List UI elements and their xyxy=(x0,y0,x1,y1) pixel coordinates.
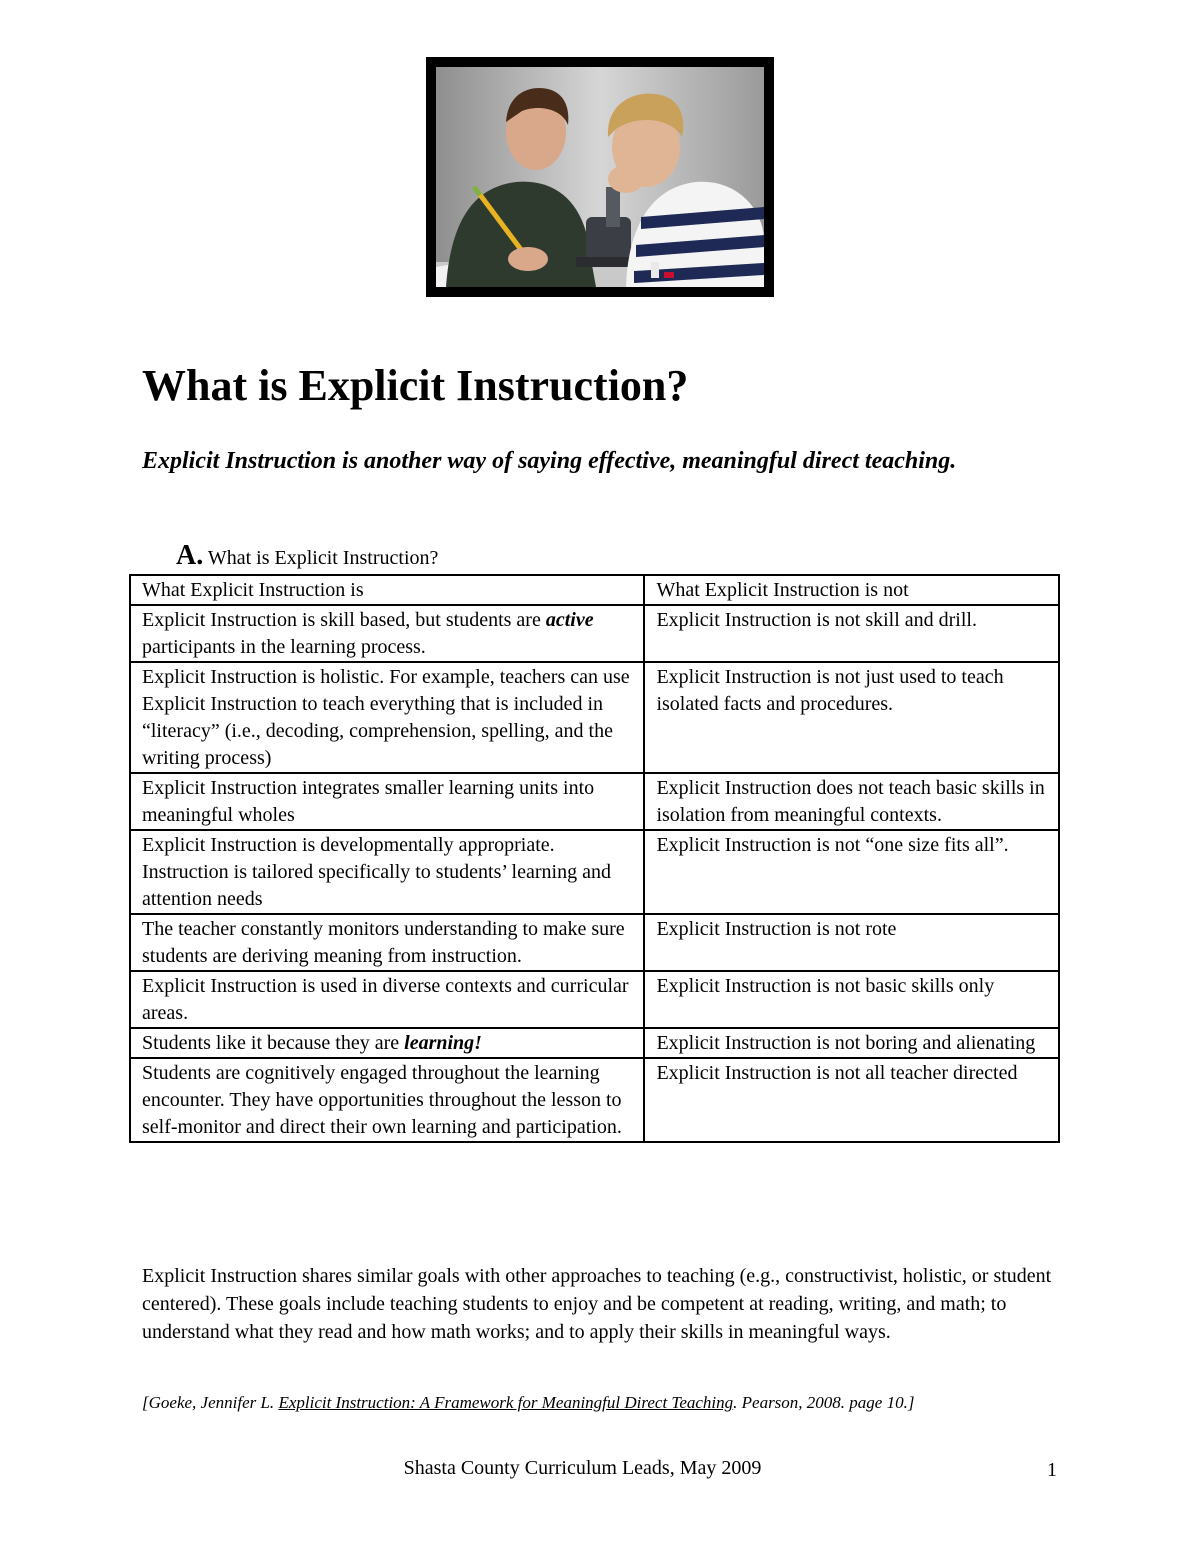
cell-is-emphasis: active xyxy=(545,609,594,631)
section-heading xyxy=(176,542,438,572)
cell-is-not: Explicit Instruction is not “one size fits all”. xyxy=(644,830,1059,914)
cell-is-not: Explicit Instruction is not just used to teach isolated facts and procedures. xyxy=(644,662,1059,773)
column-header-is: What Explicit Instruction is xyxy=(130,575,644,605)
cell-is xyxy=(130,662,644,773)
citation-prefix: [Goeke, Jennifer L. xyxy=(142,1393,279,1412)
cell-is xyxy=(130,971,644,1028)
table-row xyxy=(130,1028,1059,1058)
table-row xyxy=(130,662,1059,773)
cell-is-text: Students are cognitively engaged throughout the learning encounter. They have opportunities throughout the lesson to self-monitor and direct their own learning and participation. xyxy=(142,1062,622,1138)
table-row xyxy=(130,773,1059,830)
page-number: 1 xyxy=(1047,1459,1057,1481)
cell-is-not: Explicit Instruction is not skill and drill. xyxy=(644,605,1059,662)
section-heading-text: What is Explicit Instruction? xyxy=(203,547,439,569)
section-letter: A. xyxy=(176,540,204,571)
table-header-row xyxy=(130,575,1059,605)
comparison-table xyxy=(129,574,1060,1143)
students-microscope-photo xyxy=(436,67,764,287)
table-row xyxy=(130,914,1059,971)
cell-is-text: Explicit Instruction integrates smaller learning units into meaningful wholes xyxy=(142,777,595,826)
cell-is-not: Explicit Instruction is not basic skills only xyxy=(644,971,1059,1028)
header-photo xyxy=(426,57,774,297)
cell-is-not: Explicit Instruction is not all teacher directed xyxy=(644,1058,1059,1142)
closing-paragraph: Explicit Instruction shares similar goals with other approaches to teaching (e.g., constructivist, holistic, or student centered). These goals include teaching students to enjoy and be competent at reading, writing, and math; to understand what they read and how math works; and to apply their skills in meaningful ways. xyxy=(142,1265,1052,1343)
cell-is-text: Explicit Instruction is developmentally appropriate. Instruction is tailored specifically to students’ learning and attention needs xyxy=(142,834,611,910)
page-subtitle: Explicit Instruction is another way of saying effective, meaningful direct teaching. xyxy=(142,448,957,474)
cell-is xyxy=(130,914,644,971)
cell-is xyxy=(130,830,644,914)
cell-is-not: Explicit Instruction is not boring and alienating xyxy=(644,1028,1059,1058)
table-row xyxy=(130,971,1059,1028)
footer-text: Shasta County Curriculum Leads, May 2009 xyxy=(403,1457,762,1479)
cell-is-emphasis: learning! xyxy=(404,1032,482,1054)
table-row xyxy=(130,605,1059,662)
cell-is xyxy=(130,773,644,830)
cell-is-not: Explicit Instruction is not rote xyxy=(644,914,1059,971)
cell-is-text: The teacher constantly monitors understanding to make sure students are deriving meaning from instruction. xyxy=(142,918,625,967)
cell-is-text: Explicit Instruction is holistic. For example, teachers can use Explicit Instruction to teach everything that is included in “literacy” (i.e., decoding, comprehension, spelling, and the writing process) xyxy=(142,666,630,769)
cell-is xyxy=(130,1028,644,1058)
citation-book-title: Explicit Instruction: A Framework for Meaningful Direct Teaching xyxy=(278,1393,734,1412)
cell-is xyxy=(130,1058,644,1142)
page-title: What is Explicit Instruction? xyxy=(142,361,689,410)
cell-is xyxy=(130,605,644,662)
cell-is-text: Students like it because they are xyxy=(142,1032,405,1054)
column-header-is-not: What Explicit Instruction is not xyxy=(644,575,1059,605)
citation xyxy=(142,1391,1062,1415)
table-row xyxy=(130,830,1059,914)
cell-is-text: Explicit Instruction is used in diverse contexts and curricular areas. xyxy=(142,975,629,1024)
table-row xyxy=(130,1058,1059,1142)
cell-is-text-continued: participants in the learning process. xyxy=(142,636,426,658)
citation-suffix: . Pearson, 2008. page 10.] xyxy=(733,1393,915,1412)
cell-is-text: Explicit Instruction is skill based, but students are xyxy=(142,609,546,631)
cell-is-not: Explicit Instruction does not teach basic skills in isolation from meaningful contexts. xyxy=(644,773,1059,830)
